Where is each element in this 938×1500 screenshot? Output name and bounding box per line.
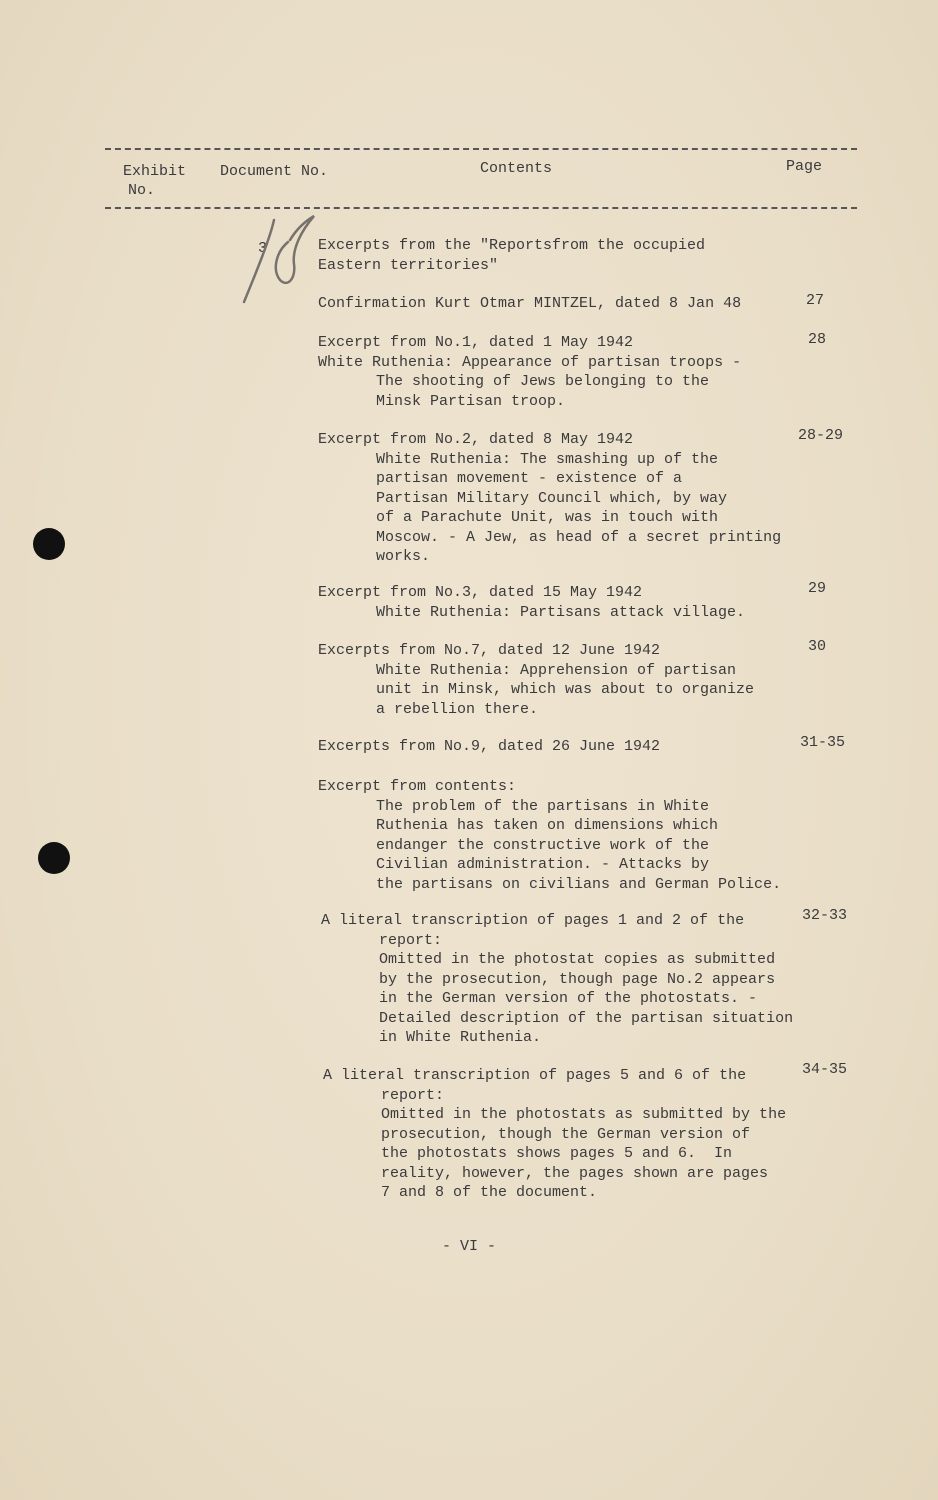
page-number-footer: - VI - (441, 1238, 496, 1255)
entry-desc-line: prosecution, though the German version of (381, 1125, 751, 1143)
entry-title-continued: Eastern territories" (318, 256, 499, 274)
entry-desc-line: the photostats shows pages 5 and 6. In (381, 1145, 733, 1162)
entry-desc-line: Ruthenia has taken on dimensions which (376, 817, 719, 834)
entry-title: Excerpts from the "Reportsfrom the occupied (318, 237, 706, 254)
entry-report-no2 (318, 430, 858, 567)
entry-desc-line: by the prosecution, though page No.2 appears (379, 970, 776, 988)
entry-title: Confirmation Kurt Otmar MINTZEL, dated 8 Jan 48 (318, 295, 742, 312)
entry-title: Excerpts from No.9, dated 26 June 1942 (318, 738, 661, 755)
entry-desc-line: partisan movement - existence of a (376, 470, 683, 487)
entry-desc-line: White Ruthenia: Apprehension of partisan (376, 661, 737, 679)
entry-desc-line: Partisan Military Council which, by way (376, 489, 728, 507)
entry-desc-line: The shooting of Jews belonging to the (376, 373, 710, 390)
header-top-rule (105, 148, 857, 150)
entry-desc-line: in White Ruthenia. (379, 1029, 542, 1046)
entry-title: Excerpt from contents: (318, 778, 517, 795)
entry-page: 32-33 (802, 907, 848, 924)
entry-desc-line: White Ruthenia: Appearance of partisan troops - (318, 353, 742, 371)
entry-desc-line: works. (376, 548, 431, 565)
entry-title: Excerpt from No.2, dated 8 May 1942 (318, 431, 634, 448)
binder-hole-bottom (38, 842, 70, 874)
header-exhibit: Exhibit (123, 163, 187, 180)
entry-confirmation (318, 294, 858, 314)
entry-title: Excerpt from No.1, dated 1 May 1942 (318, 334, 634, 351)
binder-hole-top (33, 528, 65, 560)
header-document-no: Document No. (220, 163, 329, 180)
entry-desc-line: a rebellion there. (376, 700, 539, 718)
entry-title: A literal transcription of pages 1 and 2 of the (321, 912, 745, 929)
entry-desc-line: Omitted in the photostat copies as submitted (379, 951, 776, 968)
entry-page: 28 (808, 331, 827, 348)
entry-desc-line: unit in Minsk, which was about to organize (376, 681, 755, 698)
header-contents: Contents (480, 160, 553, 177)
entry-desc-line: of a Parachute Unit, was in touch with (376, 509, 719, 526)
entry-desc-line: Moscow. - A Jew, as head of a secret printing (376, 528, 782, 546)
entry-desc-line: Detailed description of the partisan situation (379, 1009, 794, 1027)
entry-report-no1 (318, 333, 858, 411)
entry-page: 29 (808, 580, 827, 597)
entry-desc-line: endanger the constructive work of the (376, 836, 710, 854)
entry-transcription-pages-1-2 (321, 911, 861, 1048)
entry-report-no9 (318, 737, 858, 757)
entry-report-no3 (318, 583, 858, 622)
entry-desc-line: Civilian administration. - Attacks by (376, 856, 710, 873)
entry-desc-line: report: (379, 931, 443, 949)
entry-desc-line: the partisans on civilians and German Police. (376, 875, 782, 893)
entry-report-no7 (318, 641, 858, 719)
entry-page: 27 (806, 292, 825, 309)
entry-desc-line: Omitted in the photostats as submitted by the (381, 1106, 787, 1123)
entry-page: 30 (808, 638, 827, 655)
entry-desc-line: The problem of the partisans in White (376, 797, 710, 815)
handwritten-mark (240, 208, 320, 308)
exhibit-number: 3 (258, 240, 268, 257)
entry-title: Excerpts from No.7, dated 12 June 1942 (318, 642, 661, 659)
entry-title: Excerpt from No.3, dated 15 May 1942 (318, 584, 643, 601)
entry-contents-excerpt (318, 777, 858, 894)
header-exhibit-no: No. (128, 182, 156, 199)
entry-page: 28-29 (798, 427, 844, 444)
entry-page: 34-35 (802, 1061, 848, 1078)
entry-desc-line: 7 and 8 of the document. (381, 1184, 598, 1201)
header-bottom-rule (105, 207, 857, 209)
entry-desc-line: White Ruthenia: The smashing up of the (376, 450, 719, 468)
entry-reports-heading (318, 236, 858, 275)
entry-desc-line: Minsk Partisan troop. (376, 392, 566, 410)
entry-desc-line: reality, however, the pages shown are pages (381, 1164, 769, 1182)
entry-page: 31-35 (800, 734, 846, 751)
entry-title: A literal transcription of pages 5 and 6 of the (323, 1067, 747, 1084)
header-page: Page (786, 158, 823, 175)
entry-transcription-pages-5-6 (323, 1066, 863, 1203)
entry-desc-line: report: (381, 1086, 445, 1104)
entry-desc-line: White Ruthenia: Partisans attack village. (376, 603, 746, 621)
entry-desc-line: in the German version of the photostats. - (379, 990, 758, 1007)
